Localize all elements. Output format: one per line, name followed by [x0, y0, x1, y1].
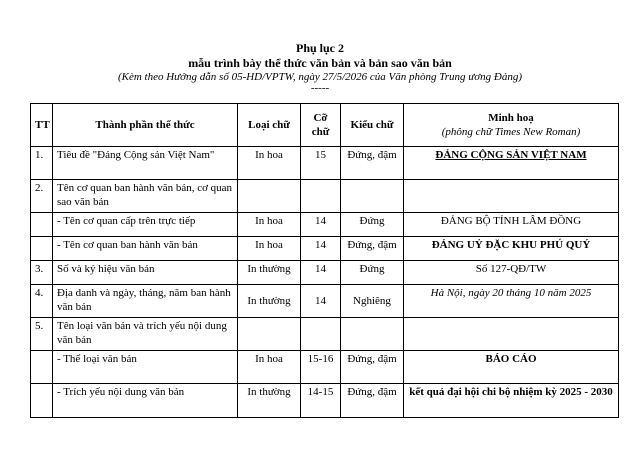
cell-component: Địa danh và ngày, tháng, năm ban hành văn bản — [53, 285, 238, 318]
table-row — [31, 318, 619, 351]
cell-component: Tên cơ quan ban hành văn bản, cơ quan sao văn bản — [53, 180, 238, 213]
cell-component: - Thể loại văn bản — [53, 351, 238, 384]
cell-case — [238, 180, 301, 213]
cell-component: Số và ký hiệu văn bản — [53, 261, 238, 285]
header-style: Kiểu chữ — [341, 104, 404, 147]
cell-size — [301, 318, 341, 351]
cell-style: Đứng, đậm — [341, 147, 404, 180]
cell-illustration: ĐẢNG UỶ ĐẶC KHU PHÚ QUÝ — [404, 237, 619, 261]
cell-illustration: Số 127-QĐ/TW — [404, 261, 619, 285]
cell-size — [301, 180, 341, 213]
cell-style: Đứng, đậm — [341, 237, 404, 261]
separator-dashes: ----- — [310, 82, 330, 94]
header-component: Thành phần thể thức — [53, 104, 238, 147]
cell-tt: 5. — [31, 318, 53, 351]
cell-case: In thường — [238, 384, 301, 418]
cell-illustration — [404, 318, 619, 351]
cell-tt: 4. — [31, 285, 53, 318]
table-row — [31, 351, 619, 384]
cell-case: In hoa — [238, 213, 301, 237]
cell-style: Đứng — [341, 213, 404, 237]
cell-tt — [31, 351, 53, 384]
cell-size: 14 — [301, 213, 341, 237]
cell-illustration: ĐẢNG BỘ TỈNH LÂM ĐỒNG — [404, 213, 619, 237]
appendix-note: (Kèm theo Hướng dẫn số 05-HD/VPTW, ngày 27/5/2026 của Văn phòng Trung ương Đảng) — [117, 71, 523, 83]
cell-size: 15 — [301, 147, 341, 180]
cell-component: - Trích yếu nội dung văn bản — [53, 384, 238, 418]
table-row — [31, 261, 619, 285]
format-table — [30, 103, 619, 418]
cell-style — [341, 318, 404, 351]
cell-style: Đứng — [341, 261, 404, 285]
cell-tt: 3. — [31, 261, 53, 285]
appendix-title: Phụ lục 2 — [295, 41, 344, 55]
table-row — [31, 180, 619, 213]
cell-style: Nghiêng — [341, 285, 404, 318]
cell-case: In hoa — [238, 351, 301, 384]
cell-component: - Tên cơ quan cấp trên trực tiếp — [53, 213, 238, 237]
table-row — [31, 213, 619, 237]
cell-case: In thường — [238, 285, 301, 318]
table-header-row — [31, 104, 619, 147]
table-row — [31, 384, 619, 418]
cell-case: In thường — [238, 261, 301, 285]
cell-illustration: BÁO CÁO — [404, 351, 619, 384]
header-illustration-label: Minh hoạ — [488, 112, 534, 124]
cell-size: 14 — [301, 237, 341, 261]
cell-case: In hoa — [238, 237, 301, 261]
header-tt: TT — [31, 104, 53, 147]
cell-tt — [31, 237, 53, 261]
cell-illustration — [404, 147, 619, 180]
header-illustration — [404, 104, 619, 147]
cell-tt: 1. — [31, 147, 53, 180]
appendix-subtitle: mẫu trình bày thể thức văn bản và bản sao văn bản — [188, 56, 452, 70]
cell-component: Tên loại văn bản và trích yếu nội dung văn bản — [53, 318, 238, 351]
cell-illustration — [404, 180, 619, 213]
cell-tt — [31, 213, 53, 237]
cell-size: 15-16 — [301, 351, 341, 384]
table-row — [31, 285, 619, 318]
cell-tt — [31, 384, 53, 418]
illustration-text: ĐẢNG CỘNG SẢN VIỆT NAM — [435, 149, 587, 161]
cell-illustration: Hà Nội, ngày 20 tháng 10 năm 2025 — [404, 285, 619, 318]
cell-case: In hoa — [238, 147, 301, 180]
header-case: Loại chữ — [238, 104, 301, 147]
cell-size: 14-15 — [301, 384, 341, 418]
cell-size: 14 — [301, 261, 341, 285]
cell-component: - Tên cơ quan ban hành văn bản — [53, 237, 238, 261]
cell-size: 14 — [301, 285, 341, 318]
table-row — [31, 147, 619, 180]
header-size: Cỡ chữ — [301, 104, 341, 147]
cell-style: Đứng, đậm — [341, 351, 404, 384]
cell-case — [238, 318, 301, 351]
cell-tt: 2. — [31, 180, 53, 213]
table-row — [31, 237, 619, 261]
cell-illustration: kết quả đại hội chi bộ nhiệm kỳ 2025 - 2030 — [404, 384, 619, 418]
header-illustration-note: (phông chữ Times New Roman) — [441, 126, 581, 138]
cell-style — [341, 180, 404, 213]
cell-style: Đứng, đậm — [341, 384, 404, 418]
cell-component: Tiêu đề "Đảng Cộng sản Việt Nam" — [53, 147, 238, 180]
